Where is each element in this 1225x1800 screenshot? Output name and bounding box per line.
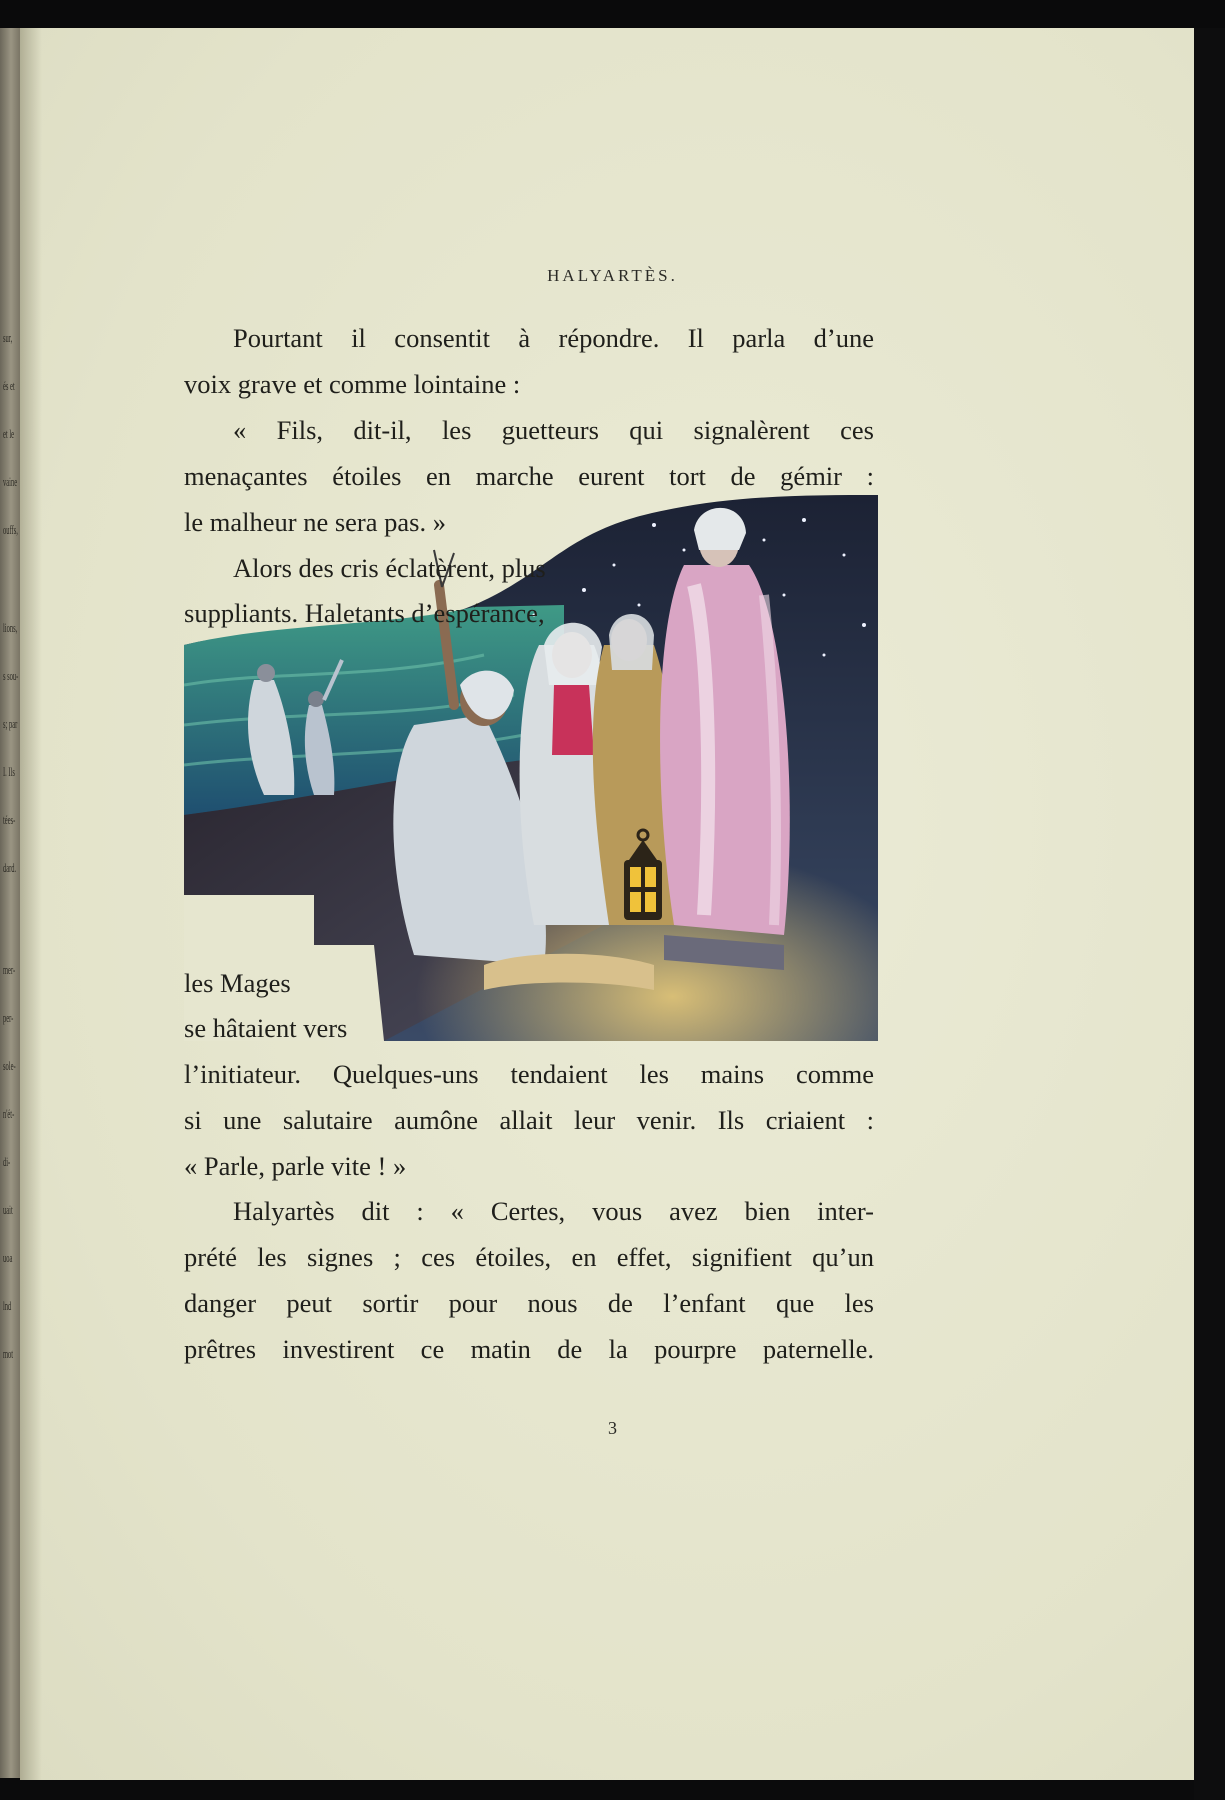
edge-fragment: I. Ils (3, 764, 15, 779)
scan-right-border (1194, 28, 1225, 1800)
text-line: Alors des cris éclatèrent, plus (233, 553, 546, 583)
text-line: « Fils, dit-il, les guetteurs qui signalèrent ces (233, 415, 874, 445)
text-line: si une salutaire aumône allait leur venir. Ils criaient : (184, 1105, 874, 1135)
gutter-shadow (20, 28, 42, 1780)
text-line: suppliants. Haletants d’espérance, (184, 598, 545, 628)
text-line: voix grave et comme lointaine : (184, 369, 521, 399)
edge-fragment: lions, (3, 620, 18, 635)
text-line: le malheur ne sera pas. » (184, 507, 446, 537)
edge-fragment: lnd (3, 1298, 12, 1313)
text-line: les Mages (184, 968, 291, 998)
edge-fragment: és et (3, 378, 15, 393)
text-line: Halyartès dit : « Certes, vous avez bien inter- (233, 1196, 874, 1226)
edge-fragment: dard. (3, 860, 17, 875)
edge-fragment: sole- (3, 1058, 16, 1073)
edge-fragment: sur, (3, 330, 13, 345)
edge-fragment: ouffs, (3, 522, 18, 537)
previous-page-edge (0, 28, 20, 1778)
text-line: prété les signes ; ces étoiles, en effet, signifient qu’un (184, 1242, 874, 1272)
edge-fragment: per- (3, 1010, 14, 1025)
page-number: 3 (608, 1418, 617, 1438)
text-line: « Parle, parle vite ! » (184, 1151, 407, 1181)
edge-fragment: tées- (3, 812, 16, 827)
text-line: menaçantes étoiles en marche eurent tort de gémir : (184, 461, 874, 491)
edge-fragment: et le (3, 426, 15, 441)
scan-top-border (0, 0, 1225, 28)
text-line: Pourtant il consentit à répondre. Il parla d’une (233, 323, 874, 353)
edge-fragment: s; par (3, 716, 18, 731)
text-line: l’initiateur. Quelques-uns tendaient les mains comme (184, 1059, 874, 1089)
running-head: HALYARTÈS. (547, 266, 678, 285)
text-line: prêtres investirent ce matin de la pourpre paternelle. (184, 1334, 874, 1364)
edge-fragment: mot (3, 1346, 14, 1361)
edge-fragment: n'ét- (3, 1106, 15, 1121)
edge-fragment: s sou- (3, 668, 19, 683)
edge-fragment: vaine (3, 474, 18, 489)
text-line: danger peut sortir pour nous de l’enfant que les (184, 1288, 874, 1318)
edge-fragment: uait (3, 1202, 13, 1217)
edge-fragment: mer- (3, 962, 16, 977)
text-line: se hâtaient vers (184, 1013, 348, 1043)
edge-fragment: uoa (3, 1250, 13, 1265)
edge-fragment: di- (3, 1154, 11, 1169)
